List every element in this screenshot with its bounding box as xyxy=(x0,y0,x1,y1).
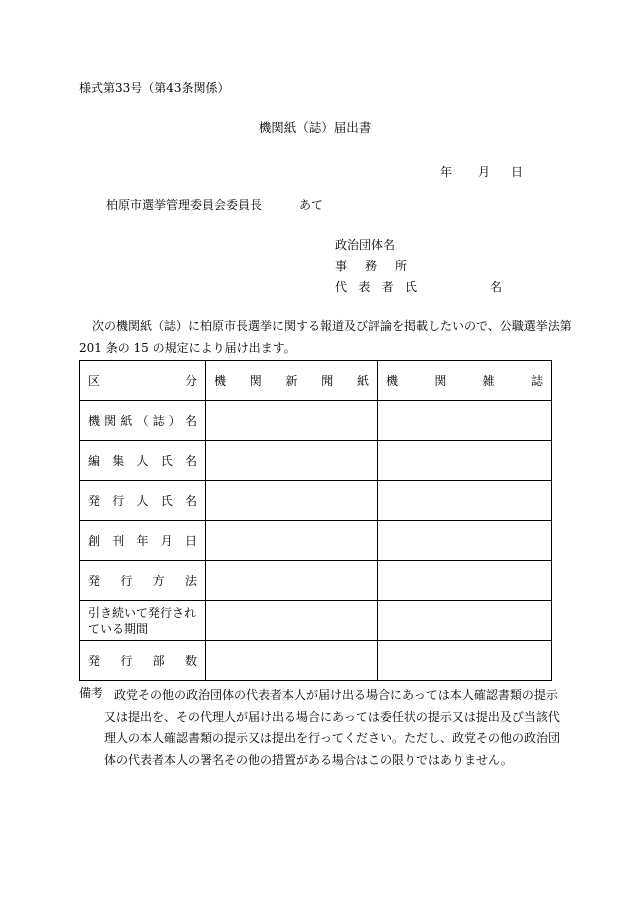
label-char: 氏 xyxy=(160,494,173,508)
office-label xyxy=(335,260,407,272)
table-row xyxy=(80,481,552,521)
label-char: 刊 xyxy=(112,534,125,548)
label-char: 発 xyxy=(88,494,101,508)
label-char: （ xyxy=(136,414,149,428)
label-char: 数 xyxy=(184,654,197,668)
body-text-line: 次の機関紙（誌）に柏原市長選挙に関する報道及び評論を掲載したいので、公職選挙法第 xyxy=(92,319,572,333)
header-char: 機 xyxy=(214,374,227,388)
date-year-label: 年 xyxy=(440,165,453,179)
table-row xyxy=(80,441,552,481)
remarks-line: 理人の本人確認書類の提示又は提出を行ってください。ただし、政党その他の政治団 xyxy=(104,731,561,745)
header-char: 紙 xyxy=(356,374,369,388)
newspaper-publisher-cell[interactable] xyxy=(206,481,378,521)
date-day-label: 日 xyxy=(511,165,524,179)
magazine-first-issue-cell[interactable] xyxy=(378,521,552,561)
header-char: 関 xyxy=(434,374,447,388)
remarks-line: 又は提出を、その代理人が届け出る場合にあっては委任状の提示又は提出及び当該代 xyxy=(104,709,560,724)
table-header-row xyxy=(80,361,552,401)
header-char: 区 xyxy=(88,374,101,388)
row-label xyxy=(80,601,206,641)
label-char: 月 xyxy=(160,534,173,548)
newspaper-name-cell[interactable] xyxy=(206,401,378,441)
representative-label xyxy=(335,281,417,293)
remarks-line: 体の代表者本人の署名その他の措置がある場合はこの限りではありません。 xyxy=(104,752,513,767)
label-text: 引き続いて発行されている期間 xyxy=(88,605,197,636)
label-char: 日 xyxy=(184,534,197,548)
label-char: 年 xyxy=(136,534,149,548)
magazine-name-cell[interactable] xyxy=(378,401,552,441)
row-label xyxy=(80,561,206,601)
magazine-editor-cell[interactable] xyxy=(378,441,552,481)
office-label-char: 所 xyxy=(394,259,407,273)
addressee-suffix: あて xyxy=(299,198,324,212)
rep-label-char: 者 xyxy=(381,280,394,294)
header-char: 機 xyxy=(386,374,399,388)
rep-label-char: 代 xyxy=(335,280,348,294)
newspaper-method-cell[interactable] xyxy=(206,561,378,601)
label-char: 人 xyxy=(136,494,149,508)
remarks-text xyxy=(104,685,561,771)
office-label-char: 事 xyxy=(335,259,348,273)
form-number: 様式第33号（第43条関係） xyxy=(79,81,230,95)
label-char: 紙 xyxy=(120,414,133,428)
row-label xyxy=(80,641,206,681)
label-char: 編 xyxy=(88,454,101,468)
header-char: 分 xyxy=(184,374,197,388)
newspaper-period-cell[interactable] xyxy=(206,601,378,641)
label-char: 人 xyxy=(136,454,149,468)
office-label-char: 務 xyxy=(364,259,377,273)
label-char: 関 xyxy=(104,414,117,428)
registration-table xyxy=(79,360,552,681)
label-char: 名 xyxy=(184,414,197,428)
newspaper-copies-cell[interactable] xyxy=(206,641,378,681)
header-char: 関 xyxy=(249,374,262,388)
label-char: 氏 xyxy=(160,454,173,468)
header-newspaper xyxy=(206,361,378,401)
label-char: 創 xyxy=(88,534,101,548)
label-char: 行 xyxy=(120,654,133,668)
newspaper-editor-cell[interactable] xyxy=(206,441,378,481)
magazine-publisher-cell[interactable] xyxy=(378,481,552,521)
label-char: 部 xyxy=(152,654,165,668)
header-char: 誌 xyxy=(530,374,543,388)
label-char: 行 xyxy=(112,494,125,508)
rep-label-char: 表 xyxy=(358,280,371,294)
rep-label-char: 氏 xyxy=(404,280,417,294)
label-char: 発 xyxy=(88,574,101,588)
label-char: 発 xyxy=(88,654,101,668)
header-char: 雑 xyxy=(482,374,495,388)
table-row xyxy=(80,641,552,681)
table-row xyxy=(80,561,552,601)
label-char: ） xyxy=(168,414,181,428)
row-label xyxy=(80,521,206,561)
table-row xyxy=(80,401,552,441)
body-text-line: 201 条の 15 の規定により届け出ます。 xyxy=(79,341,296,355)
label-char: 名 xyxy=(184,494,197,508)
magazine-copies-cell[interactable] xyxy=(378,641,552,681)
label-char: 機 xyxy=(88,414,101,428)
page-title: 機関紙（誌）届出書 xyxy=(258,120,372,135)
header-category xyxy=(80,361,206,401)
org-name-label: 政治団体名 xyxy=(335,238,396,252)
magazine-period-cell[interactable] xyxy=(378,601,552,641)
row-label xyxy=(80,481,206,521)
row-label xyxy=(80,441,206,481)
label-char: 法 xyxy=(184,574,197,588)
table-row xyxy=(80,601,552,641)
label-char: 行 xyxy=(120,574,133,588)
table-row xyxy=(80,521,552,561)
newspaper-first-issue-cell[interactable] xyxy=(206,521,378,561)
label-char: 方 xyxy=(152,574,165,588)
remarks-label: 備考 xyxy=(79,686,104,700)
label-char: 名 xyxy=(184,454,197,468)
header-char: 新 xyxy=(285,374,298,388)
row-label xyxy=(80,401,206,441)
label-char: 集 xyxy=(112,454,125,468)
date-month-label: 月 xyxy=(478,165,491,179)
rep-name-suffix: 名 xyxy=(490,280,503,294)
header-magazine xyxy=(378,361,552,401)
magazine-method-cell[interactable] xyxy=(378,561,552,601)
label-char: 誌 xyxy=(152,414,165,428)
header-char: 聞 xyxy=(321,374,334,388)
remarks-line: 政党その他の政治団体の代表者本人が届け出る場合にあっては本人確認書類の提示 xyxy=(114,688,558,702)
addressee-name: 柏原市選挙管理委員会委員長 xyxy=(106,198,263,212)
